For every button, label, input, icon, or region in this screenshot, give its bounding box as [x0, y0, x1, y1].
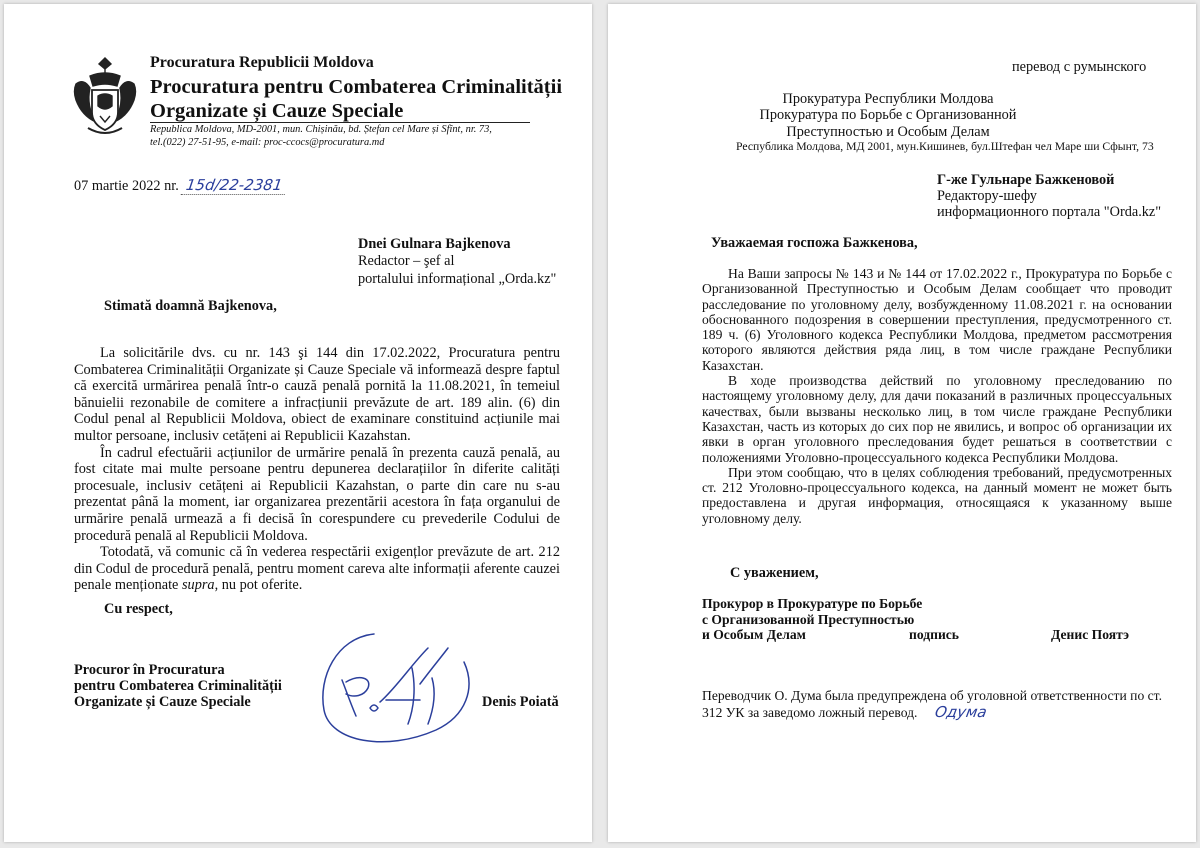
translator-signature: Одума	[933, 703, 989, 721]
header-contact	[150, 124, 530, 149]
letter-body	[74, 345, 560, 594]
page-romanian	[4, 4, 592, 842]
translator-note: Переводчик О. Дума была предупреждена об уголовной ответственности по ст. 312 УК за заведомо ложный перевод. Одума	[702, 688, 1162, 721]
signer-name-ru: Денис Поятэ	[1051, 627, 1130, 642]
signer-title-ru: Прокурор в Прокуратуре по Борьбе с Организованной Преступностью и Особым Делам	[702, 596, 923, 643]
salutation: Stimată doamnă Bajkenova,	[104, 298, 277, 314]
body-paragraph-ru: В ходе производства действий по уголовному преследованию по настоящему уголовному делу, для дачи показаний в различных процессуальных качествах, были вызваны несколько лиц, в том числе граждане Республики Казахстан, часть из которых до сих пор не явились, и вопрос об организации их явки в орган уголовного преследования будет решаться в соответствии с положениями Уголовно-процессуального кодекса Республики Молдова.	[702, 373, 1172, 465]
header-division: Procuratura pentru Combaterea Criminalității Organizate și Cauze Speciale	[150, 76, 563, 122]
italic-term: supra	[181, 577, 215, 594]
body-paragraph-ru: При этом сообщаю, что в целях соблюдения требований, предусмотренных ст. 212 Уголовно-процессуального кодекса, на данный момент не может быть предоставлена и другая информация, относящаяся к указанному выше уголовному делу.	[702, 464, 1172, 526]
recipient-block-ru	[937, 172, 1187, 221]
header-institution: Procuratura Republicii Moldova	[150, 54, 374, 71]
page-russian-translation	[608, 4, 1196, 842]
recipient-role: Redactor – şef al	[358, 253, 455, 270]
recipient-org-ru: информационного портала "Orda.kz"	[937, 204, 1162, 221]
recipient-org: portalului informațional „Orda.kz"	[358, 270, 557, 287]
translation-note: перевод с румынского	[1012, 59, 1147, 75]
recipient-role-ru: Редактору-шефу	[937, 188, 1037, 205]
contact-phone-email: tel.(022) 27-51-95, e-mail: proc-ccocs@procuratura.md	[150, 136, 385, 148]
body-paragraph-ru: На Ваши запросы № 143 и № 144 от 17.02.2022 г., Прокуратура по Борьбе с Организованной Преступностью и Особым Делам сообщает что проводит расследование по уголовному делу, возбужденному 11.08.2021 г. на основании обоснованного подозрения в совершении преступления, предусмотренного ст. 189 ч. (6) Уголовного кодекса Республики Молдова, предметом рассмотрения которого являются действия ряда лиц, в том числе граждане Республики Казахстан.	[702, 266, 1172, 373]
salutation-ru: Уважаемая госпожа Бажкенова,	[711, 235, 918, 251]
date-line	[74, 176, 287, 195]
header-ru: Прокуратура Республики Молдова Прокуратура по Борьбе с Организованной Преступностью и Особым Делам	[759, 91, 1017, 140]
letter-body-ru	[702, 266, 1172, 526]
recipient-name: Dnei Gulnara Bajkenova	[358, 236, 511, 252]
letter-date: 07 martie 2022 nr.	[74, 178, 179, 194]
signer-title: Procuror în Procuratura pentru Combaterea Criminalității Organizate și Cauze Speciale	[74, 662, 282, 710]
body-paragraph: În cadrul efectuării acțiunilor de urmărire penală în prezenta cauză penală, au fost citate mai multe persoane pentru depunerea declarațiilor în diferite calități procesuale, inclusiv cetățeni ai Republicii Kazahstan, o parte din care nu s-au prezentat până la moment, iar organizarea prezentării acestora în fața organului de urmărire penală urmează a fi decisă în corespundere cu prevederile Codului de procedură penală al Republicii Moldova.	[74, 444, 560, 544]
recipient-name-ru: Г-же Гульнаре Бажкеновой	[937, 172, 1115, 188]
signature-label-ru: подпись	[909, 627, 960, 642]
registration-number: 15d/22-2381	[181, 176, 288, 195]
body-paragraph: La solicitările dvs. cu nr. 143 şi 144 din 17.02.2022, Procuratura pentru Combaterea Criminalității Organizate și Cauze Speciale vă informează despre faptul că exercită urmărirea penală într-o cauză penală pornită la 11.08.2021, în temeiul bănuielii rezonabile de comitere a infracțiunii prevăzute de art. 189 alin. (6) din Codul penal al Republicii Moldova, obiect de examinare constituind acțiunile mai multor persoane, inclusiv cetățeni ai Republicii Kazahstan.	[74, 345, 560, 444]
address-ru: Республика Молдова, МД 2001, мун.Кишинев, бул.Штефан чел Маре ши Сфынт, 73	[736, 140, 1154, 153]
header-divider	[150, 122, 530, 123]
coat-of-arms-icon	[70, 54, 140, 138]
handwritten-signature	[316, 628, 476, 750]
closing: Cu respect,	[104, 601, 173, 617]
body-paragraph: Totodată, vă comunic că în vederea respectării exigențlor prevăzute de art. 212 din Codul de procedură penală, pentru moment careva alte informații aferente cauzei penale menționate supra, nu pot oferite.	[74, 544, 560, 594]
recipient-block	[358, 236, 588, 288]
closing-ru: С уважением,	[730, 565, 819, 581]
contact-address: Republica Moldova, MD-2001, mun. Chișinău, bd. Ștefan cel Mare și Sfînt, nr. 73,	[150, 124, 492, 135]
signer-name: Denis Poiată	[482, 694, 559, 710]
